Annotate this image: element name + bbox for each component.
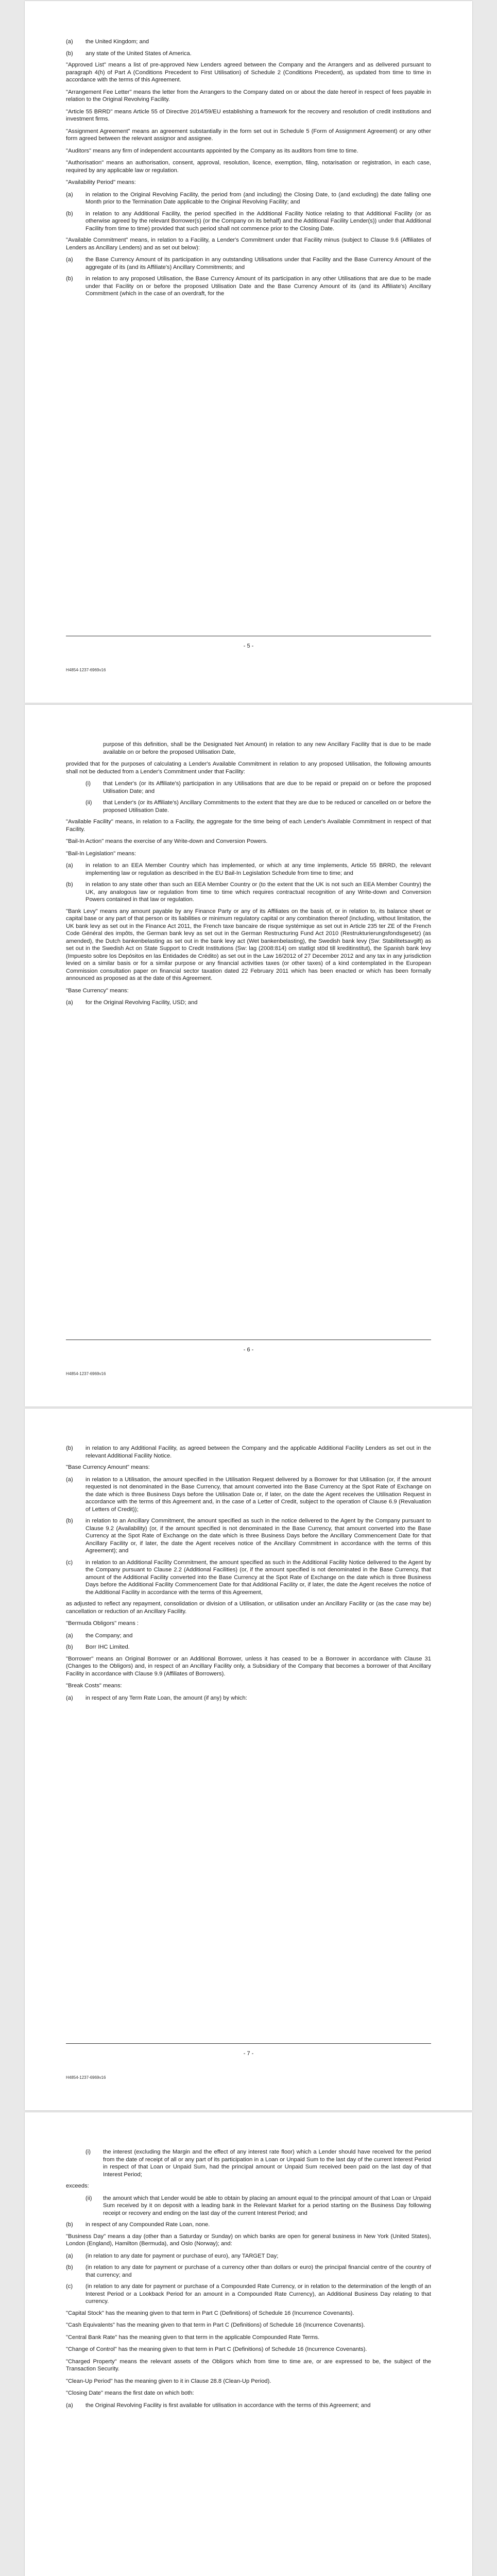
definition-paragraph: "Approved List" means a list of pre-approved New Lenders agreed between the Company and the Arrangers and as delivered pursuant to paragraph 4(h) of Part A (Conditions Precedent to First Utilisation) of Schedule 2 (Conditions Precedent), as updated from time to time in accordance with the terms of this Agreement. [66,62,431,83]
page-body [66,38,431,302]
list-item-label: (b) [66,2264,73,2270]
list-item-label: (b) [66,882,73,888]
list-item-text: the Company; and [85,1632,133,1639]
list-item-text: the amount which that Lender would be able to obtain by placing an amount equal to the principal amount of that Loan or Unpaid Sum received by it on deposit with a leading bank in the Relevant Market for a period starting on the Business Day following receipt or recovery and ending on the last day of the current Interest Period; and [103,2195,431,2216]
definition-paragraph: purpose of this definition, shall be the Designated Net Amount) in relation to any new Ancillary Facility that is due to be made available on or before the proposed Utilisation Date, [103,741,431,755]
document-page [25,1,472,703]
list-item [66,1559,431,1597]
list-item [66,38,431,46]
list-item-label: (ii) [85,2195,92,2201]
page-body [66,1445,431,1706]
document-page [25,1409,472,2110]
list-item-label: (c) [66,1559,73,1566]
definition-paragraph: "Bank Levy" means any amount payable by any Finance Party or any of its Affiliates on the basis of, or in relation to, its balance sheet or capital base or any part of that person or its liabilities or minimum regulatory capital or any combination thereof (including, without limitation, the UK bank levy as set out in the Finance Act 2011, the French taxe bancaire de risque systémique as set out in Article 235 ter ZE of the French Code Général des impôts, the German bank levy as set out in the German Restructuring Fund Act 2010 (Restrukturierungsfondsgesetz) (as amended), the Dutch bankenbelasting as set out in the bank levy act (Wet bankenbelasting), the Swedish bank levy (Sw: Stabilitetsavgift) as set out in the Swedish Act on State Support to Credit Institutions (Sw: lag (2008:814) om statligt stöd till kreditinstitut), the Spanish bank levy (Impuesto sobre los Depósitos en las Entidades de Crédito) as set out in the Law 16/2012 of 27 December 2012 and any tax in any jurisdiction levied on a similar basis or for a similar purpose or any financial activities taxes (or other taxes) of a kind contemplated in the European Commission consultation paper on financial sector taxation dated 22 February 2011 which has been enacted or which has been formally announced as proposed as at the date of this Agreement. [66,908,431,981]
list-item [66,2252,431,2260]
list-item-label: (i) [85,2149,91,2155]
definition-paragraph: "Borrower" means an Original Borrower or an Additional Borrower, unless it has ceased to be a Borrower in accordance with Clause 31 (Changes to the Obligors) and, in respect of an Ancillary Facility only, a Subsidiary of the Company that becomes a borrower of that Ancillary Facility in accordance with Clause 9.9 (Affiliates of Borrowers). [66,1655,431,1677]
list-item-text: in relation to any proposed Utilisation, the Base Currency Amount of its participation in any other Utilisations that are due to be made under that Facility on or before the proposed Utilisation Date and the Base Currency Amount of its (and its Affiliate's) Ancillary Commitment (which in the case of an overdraft, for the [85,276,431,297]
definition-paragraph: "Base Currency Amount" means: [66,1464,150,1470]
list-item [66,2402,431,2410]
definition-paragraph: "Arrangement Fee Letter" means the letter from the Arrangers to the Company dated on or about the date hereof in respect of fees payable in relation to the Original Revolving Facility. [66,89,431,103]
definition-paragraph: "Charged Property" means the relevant assets of the Obligors which from time to time are, or are expressed to be, the subject of the Transaction Security. [66,2358,431,2372]
list-item-text: Borr IHC Limited. [85,1644,130,1650]
definition-paragraph: "Capital Stock" has the meaning given to that term in Part C (Definitions) of Schedule 16 (Incurrence Covenants). [66,2310,354,2316]
list-item [66,1694,431,1702]
list-item-label: (a) [66,39,73,45]
document-page [25,2112,472,2576]
list-item-text: the United Kingdom; and [85,39,149,45]
list-item-text: the Base Currency Amount of its participation in any outstanding Utilisations under that Facility and the Base Currency Amount of the aggregate of its (and its Affiliate's) Ancillary Commitments; and [85,257,431,270]
page-body [66,741,431,1011]
list-item [66,1643,431,1651]
definition-paragraph: "Base Currency" means: [66,987,129,994]
list-item [66,862,431,877]
list-item-text: the Original Revolving Facility is first available for utilisation in accordance with the terms of this Agreement; and [85,2402,371,2409]
footer-rule [66,2043,431,2044]
list-item-text: for the Original Revolving Facility, USD; and [85,999,198,1006]
page-number: - 5 - [243,643,254,649]
definition-paragraph: "Article 55 BRRD" means Article 55 of Directive 2014/59/EU establishing a framework for the recovery and resolution of credit institutions and investment firms. [66,108,431,122]
definition-paragraph: "Availability Period" means: [66,179,136,185]
list-item-text: the interest (excluding the Margin and the effect of any interest rate floor) which a Lender should have received for the period from the date of receipt of all or any part of its participation in a Loan or Unpaid Sum to the last day of the current Interest Period in respect of that Loan or Unpaid Sum, had the principal amount or Unpaid Sum received been paid on the last day of that Interest Period; [103,2149,431,2178]
list-item [66,2264,431,2279]
list-item [66,999,431,1007]
definition-paragraph: "Available Facility" means, in relation to a Facility, the aggregate for the time being of each Lender's Available Commitment in respect of that Facility. [66,819,431,833]
list-item-label: (ii) [85,800,92,806]
list-item-text: in relation to any Additional Facility, the period specified in the Additional Facility Notice relating to that Additional Facility (or as otherwise agreed by the relevant Borrower(s) (or the Company on its behalf) and the Additional Facility Lender(s)) under that Additional Facility from time to time) provided that such period shall not commence prior to the Closing Date. [85,210,431,232]
list-item-label: (a) [66,862,73,869]
list-item-label: (a) [66,191,73,198]
list-item-label: (b) [66,276,73,282]
list-item-label: (b) [66,1644,73,1650]
page-number: - 7 - [243,2050,254,2057]
list-item-text: (in relation to any date for payment or purchase of a Compounded Rate Currency, or in relation to the determination of the length of an Interest Period or a Lookback Period for an amount in a Compounded Rate Currency), an Additional Business Day relating to that currency. [85,2283,431,2304]
list-item [66,50,431,58]
list-item [66,2221,431,2229]
list-item-label: (b) [66,2222,73,2228]
list-item-text: in relation to a Utilisation, the amount specified in the Utilisation Request delivered by a Borrower for that Utilisation (or, if the amount requested is not denominated in the Base Currency, that amount converted into the Base Currency at the Spot Rate of Exchange on the date which is three Business Days before the Utilisation Date or, if later, on the date the Agent receives the Utilisation Request in accordance with the terms of this Agreement and, in the case of a Letter of Credit, subject to the operation of Clause 6.9 (Revaluation of Letters of Credit)); [85,1476,431,1513]
page-body [66,2148,431,2413]
definition-paragraph: "Auditors" means any firm of independent accountants appointed by the Company as its auditors from time to time. [66,147,358,154]
list-item [66,2283,431,2306]
list-item-text: in respect of any Compounded Rate Loan, none. [85,2222,210,2228]
definition-paragraph: provided that for the purposes of calculating a Lender's Available Commitment in relation to any proposed Utilisation, the following amounts shall not be deducted from a Lender's Commitment under that Facility: [66,761,431,775]
list-item [66,256,431,271]
sub-list-item [85,2195,431,2217]
list-item-label: (a) [66,1694,73,1701]
list-item-text: (in relation to any date for payment or purchase of euro), any TARGET Day; [85,2252,279,2259]
list-item [66,1445,431,1460]
document-page [25,705,472,1406]
definition-paragraph: "Authorisation" means an authorisation, consent, approval, resolution, licence, exemption, filing, notarisation or registration, in each case, required by any applicable law or regulation. [66,160,431,174]
list-item [66,191,431,206]
list-item-label: (a) [66,2402,73,2409]
document-reference: H4854-1237-6969v16 [66,1371,106,1376]
definition-paragraph: "Break Costs" means: [66,1683,122,1689]
list-item-text: in relation to an Additional Facility Commitment, the amount specified as such in the Additional Facility Notice delivered to the Agent by the Company pursuant to Clause 2.2 (Additional Facilities) (or, if the amount specified is not denominated in the Base Currency, that amount of the Additional Facility converted into the Base Currency at the Spot Rate of Exchange on the date which is three Business Days before the Additional Facility Commencement Date for that Additional Facility or, if later, the date the Agent receives the notice of the Additional Facility in accordance with the terms of this Agreement, [85,1559,431,1596]
list-item [66,1632,431,1640]
document-reference: H4854-1237-6969v16 [66,668,106,672]
list-item-text: in relation to an EEA Member Country which has implemented, or which at any time implements, Article 55 BRRD, the relevant implementing law or regulation as described in the EU Bail-In Legislation Schedule from time to time; and [85,862,431,876]
definition-paragraph: "Clean-Up Period" has the meaning given to it in Clause 28.8 (Clean-Up Period). [66,2378,271,2384]
list-item-label: (c) [66,2283,73,2290]
list-item [66,1476,431,1514]
definition-paragraph: "Bail-In Legislation" means: [66,850,136,857]
definition-paragraph: "Assignment Agreement" means an agreement substantially in the form set out in Schedule 5 (Form of Assignment Agreement) or any other form agreed between the relevant assignor and assignee. [66,128,431,142]
list-item-text: any state of the United States of America. [85,50,192,57]
list-item-text: (in relation to any date for payment or purchase of a currency other than dollars or euro) the principal financial centre of the country of that currency; and [85,2264,431,2278]
list-item-label: (b) [66,50,73,57]
definition-paragraph: "Cash Equivalents" has the meaning given to that term in Part C (Definitions) of Schedule 16 (Incurrence Covenants). [66,2322,365,2328]
definition-paragraph: "Available Commitment" means, in relation to a Facility, a Lender's Commitment under that Facility minus (subject to Clause 9.6 (Affiliates of Lenders as Ancillary Lenders) and as set out below): [66,237,431,251]
list-item [66,275,431,298]
definition-paragraph: exceeds: [66,2183,89,2189]
list-item-text: in relation to any Additional Facility, as agreed between the Company and the applicable Additional Facility Lenders as set out in the relevant Additional Facility Notice. [85,1445,431,1459]
list-item-label: (a) [66,2252,73,2259]
definition-paragraph: "Bail-In Action" means the exercise of any Write-down and Conversion Powers. [66,838,268,844]
list-item-label: (b) [66,210,73,217]
list-item-label: (a) [66,999,73,1006]
definition-paragraph: "Closing Date" means the first date on which both: [66,2390,194,2396]
document-reference: H4854-1237-6969v16 [66,2075,106,2080]
sub-list-item [85,2148,431,2178]
list-item-text: in respect of any Term Rate Loan, the amount (if any) by which: [85,1694,247,1701]
list-item-text: in relation to any state other than such an EEA Member Country or (to the extent that the UK is not such an EEA Member Country) the UK, any analogous law or regulation from time to time which requires contractual recognition of any Write-down and Conversion Powers contained in that law or regulation. [85,882,431,903]
list-item [66,1517,431,1555]
list-item-label: (i) [85,781,91,787]
list-item [66,210,431,233]
list-item [66,881,431,904]
sub-list-item [85,799,431,814]
definition-paragraph: "Business Day" means a day (other than a Saturday or Sunday) on which banks are open for general business in New York (United States), London (England), Hamilton (Bermuda), and Oslo (Norway); and: [66,2233,431,2247]
definition-paragraph: "Change of Control" has the meaning given to that term in Part C (Definitions) of Schedule 16 (Incurrence Covenants). [66,2346,367,2352]
definition-paragraph: as adjusted to reflect any repayment, consolidation or division of a Utilisation, or utilisation under an Ancillary Facility or (as the case may be) cancellation or reduction of an Ancillary Facility. [66,1601,431,1615]
list-item-label: (a) [66,1476,73,1483]
list-item-label: (b) [66,1445,73,1451]
list-item-text: in relation to the Original Revolving Facility, the period from (and including) the Closing Date, to (and excluding) the date falling one Month prior to the Termination Date applicable to the Original Revolving Facility; and [85,191,431,205]
list-item-text: in relation to an Ancillary Commitment, the amount specified as such in the notice delivered to the Agent by the Company pursuant to Clause 9.2 (Availability) (or, if the amount specified is not denominated in the Base Currency, that amount converted into the Base Currency at the Spot Rate of Exchange on the date which is three Business Days before the Ancillary Commencement Date for that Ancillary Facility or, if later, the date the Agent receives notice of the Ancillary Commitment in accordance with the terms of this Agreement); and [85,1518,431,1554]
list-item-label: (b) [66,1518,73,1524]
sub-list-item [85,780,431,795]
list-item-label: (a) [66,1632,73,1639]
definition-paragraph: "Bermuda Obligors" means : [66,1620,139,1626]
list-item-text: that Lender's (or its Affiliate's) Ancillary Commitments to the extent that they are due to be reduced or cancelled on or before the proposed Utilisation Date. [103,800,431,814]
list-item-text: that Lender's (or its Affiliate's) participation in any Utilisations that are due to be repaid or prepaid on or before the proposed Utilisation Date; and [103,781,431,794]
page-number: - 6 - [243,1347,254,1353]
list-item-label: (a) [66,257,73,263]
definition-paragraph: "Central Bank Rate" has the meaning given to that term in the applicable Compounded Rate Terms. [66,2334,320,2341]
